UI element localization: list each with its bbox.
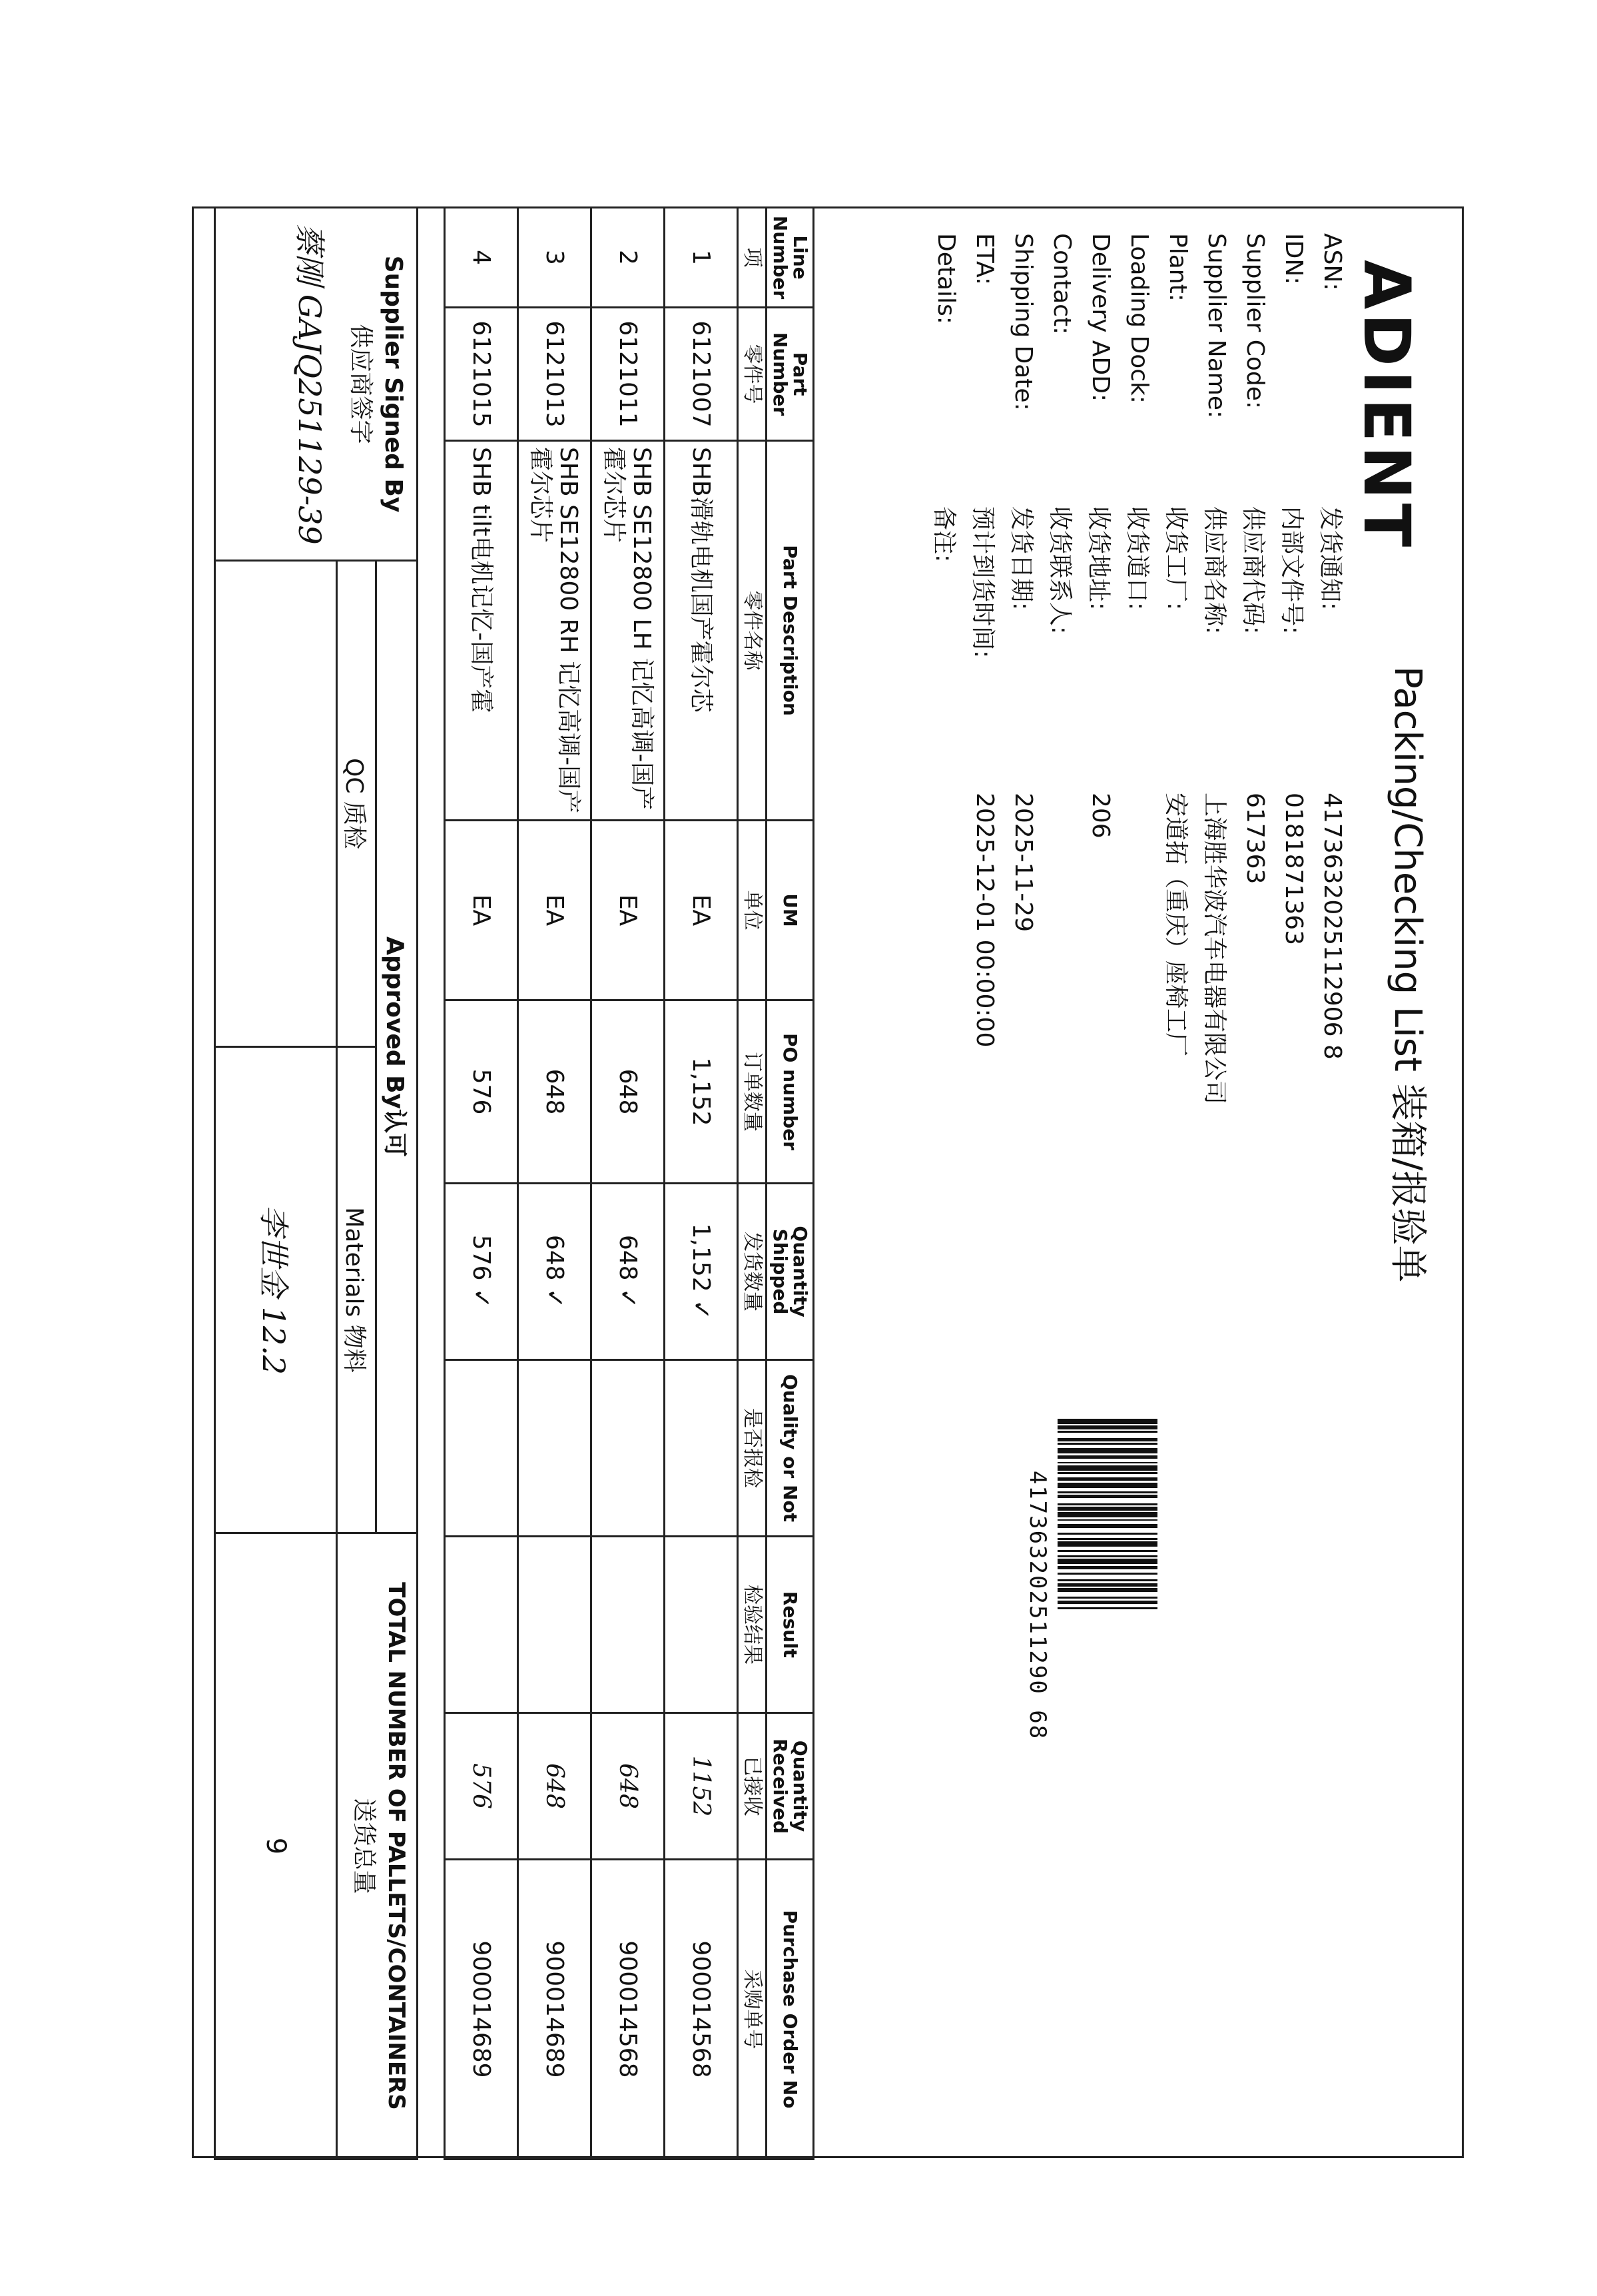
cell-quality (445, 1360, 518, 1537)
column-header: Line Number (767, 208, 814, 308)
asn-barcode (1058, 1419, 1157, 1792)
cell-part: 6121007 (665, 308, 738, 441)
cell-po: 576 (445, 1000, 518, 1184)
field-value: 2025-11-29 (1010, 793, 1037, 933)
field-label-cn: 备注: (930, 506, 958, 563)
cell-received: 648 (518, 1713, 591, 1860)
column-header-cn: 零件号 (738, 308, 767, 441)
barcode-text: 417363202511290 68 (1024, 1470, 1051, 1740)
field-value: 上海胜华波汽车电器有限公司 (1201, 793, 1228, 1105)
table-row (665, 208, 738, 2159)
field-row (1237, 233, 1273, 884)
supplier-signed-cell (215, 208, 418, 561)
field-value: 4173632025112906 8 (1319, 793, 1346, 1060)
cell-desc: SHB滑轨电机国产霍尔芯 (665, 441, 738, 821)
cell-part: 6121011 (591, 308, 665, 441)
column-header-cn: 采购单号 (738, 1860, 767, 2159)
table-row (591, 208, 665, 2159)
cell-shipped: 576 ✓ (445, 1184, 518, 1360)
qc-signature-box (216, 562, 336, 1048)
field-value: 617363 (1241, 793, 1269, 885)
field-label: Supplier Name: (1203, 233, 1230, 419)
signature-area (215, 561, 337, 1533)
field-label-cn: 内部文件号: (1278, 506, 1305, 635)
field-label: Contact: (1048, 233, 1076, 335)
cell-desc: SHB SE12800 RH 记忆高调-国产霍尔芯片 (518, 441, 591, 821)
barcode-bar (1058, 1498, 1157, 1503)
field-label: Delivery ADD: (1087, 233, 1114, 402)
field-row (1121, 233, 1157, 793)
field-label-cn: 收货道口: (1123, 506, 1151, 611)
barcode-bar (1058, 1419, 1157, 1424)
field-label-cn: 供应商代码: (1239, 506, 1267, 635)
column-header: PO number (767, 1000, 814, 1184)
field-label: Plant: (1164, 233, 1191, 302)
cell-result (518, 1537, 591, 1713)
field-row (1314, 233, 1351, 1060)
cell-line: 1 (665, 208, 738, 308)
table-header-cn (738, 208, 767, 2159)
field-value: 206 (1087, 793, 1114, 839)
barcode-bar (1058, 1559, 1157, 1564)
column-header: Purchase Order No (767, 1860, 814, 2159)
column-header-cn: 是否报检 (738, 1360, 767, 1537)
field-label-cn: 发货日期: (1008, 506, 1035, 611)
field-row (966, 233, 1003, 1047)
barcode-bar (1058, 1575, 1157, 1580)
total-label-cn: 送货总量 (350, 1798, 378, 1894)
field-value: 安道拓（重庆）座椅工厂 (1162, 793, 1189, 1057)
barcode-bar (1058, 1609, 1157, 1615)
column-header-cn: 发货数量 (738, 1184, 767, 1360)
barcode-bar (1058, 1465, 1157, 1471)
column-header: UM (767, 821, 814, 1000)
barcode-bar (1058, 1483, 1157, 1488)
column-header-cn: 订单数量 (738, 1000, 767, 1184)
field-value: 0181871363 (1280, 793, 1307, 946)
field-row (1005, 233, 1042, 932)
cell-po: 1,152 (665, 1000, 738, 1184)
column-header: Quality or Not (767, 1360, 814, 1537)
field-value: 2025-12-01 00:00:00 (971, 793, 998, 1048)
cell-po: 648 (591, 1000, 665, 1184)
column-header: Quantity Received (767, 1713, 814, 1860)
supplier-signed-label-cn: 供应商签字 (347, 324, 374, 444)
cell-desc: SHB SE12800 LH 记忆高调-国产霍尔芯片 (591, 441, 665, 821)
cell-um: EA (445, 821, 518, 1000)
cell-desc: SHB tilt电机记忆-国产霍 (445, 441, 518, 821)
field-label: Loading Dock: (1125, 233, 1153, 404)
signature-table (214, 206, 418, 2160)
cell-line: 3 (518, 208, 591, 308)
supplier-signature: 蔡刚 GAJQ251129-39 (292, 223, 328, 545)
cell-line: 4 (445, 208, 518, 308)
field-label-cn: 收货联系人: (1046, 506, 1074, 635)
cell-received: 576 (445, 1713, 518, 1860)
cell-um: EA (518, 821, 591, 1000)
cell-quality (518, 1360, 591, 1537)
cell-po: 648 (518, 1000, 591, 1184)
supplier-signed-label: Supplier Signed By (380, 255, 407, 513)
column-header-cn: 已接收 (738, 1713, 767, 1860)
adient-logo: ADIENT (1349, 260, 1424, 552)
cell-result (445, 1537, 518, 1713)
column-header: Result (767, 1537, 814, 1713)
cell-received: 648 (591, 1713, 665, 1860)
approved-by-label: Approved By认可 (376, 561, 418, 1533)
cell-part: 6121013 (518, 308, 591, 441)
field-label-cn: 发货通知: (1317, 506, 1344, 611)
column-header-cn: 检验结果 (738, 1537, 767, 1713)
cell-quality (665, 1360, 738, 1537)
column-header-cn: 单位 (738, 821, 767, 1000)
materials-label: Materials 物料 (340, 1207, 368, 1373)
table-row (518, 208, 591, 2159)
field-label-cn: 供应商名称: (1201, 506, 1228, 635)
field-row (1198, 233, 1235, 1104)
cell-order: 900014568 (665, 1860, 738, 2159)
field-label: ASN: (1319, 233, 1346, 291)
document-title: Packing/Checking List 装箱/报验单 (1386, 666, 1429, 1283)
field-label-cn: 收货地址: (1085, 506, 1112, 611)
cell-um: EA (665, 821, 738, 1000)
items-table (444, 206, 814, 2160)
field-row (928, 233, 964, 793)
field-row (1082, 233, 1119, 839)
cell-quality (591, 1360, 665, 1537)
table-row (445, 208, 518, 2159)
cell-received: 1152 (665, 1713, 738, 1860)
field-label: Supplier Code: (1241, 233, 1269, 410)
cell-order: 900014689 (445, 1860, 518, 2159)
total-value: 9 (215, 1533, 337, 2159)
barcode-bar (1058, 1541, 1157, 1547)
field-label-cn: 预计到货时间: (969, 506, 996, 659)
barcode-bar (1058, 1528, 1157, 1533)
field-row (1275, 233, 1312, 945)
field-label-cn: 收货工厂: (1162, 506, 1189, 611)
cell-order: 900014568 (591, 1860, 665, 2159)
column-header: Part Number (767, 308, 814, 441)
column-header-cn: 项 (738, 208, 767, 308)
cell-order: 900014689 (518, 1860, 591, 2159)
cell-shipped: 1,152 ✓ (665, 1184, 738, 1360)
field-label: IDN: (1280, 233, 1307, 285)
barcode-bar (1058, 1448, 1157, 1453)
column-header: Part Description (767, 441, 814, 821)
cell-shipped: 648 ✓ (591, 1184, 665, 1360)
qc-label: QC 质检 (338, 562, 375, 1048)
cell-um: EA (591, 821, 665, 1000)
materials-signature: 李世金 12.2 (256, 1204, 292, 1375)
column-header-cn: 零件名称 (738, 441, 767, 821)
table-header-en (767, 208, 814, 2159)
field-row (1159, 233, 1196, 1056)
column-header: Quantity Shipped (767, 1184, 814, 1360)
barcode-bar (1058, 1512, 1157, 1517)
barcode-bar (1058, 1592, 1157, 1597)
field-label: Details: (932, 233, 960, 324)
barcode-bar (1058, 1433, 1157, 1438)
cell-shipped: 648 ✓ (518, 1184, 591, 1360)
cell-part: 6121015 (445, 308, 518, 441)
field-row (1044, 233, 1080, 793)
qc-materials-cell (337, 561, 376, 1533)
field-label: Shipping Date: (1010, 233, 1037, 411)
cell-line: 2 (591, 208, 665, 308)
field-label: ETA: (971, 233, 998, 286)
total-label: TOTAL NUMBER OF PALLETS/CONTAINERS (383, 1582, 410, 2110)
cell-result (591, 1537, 665, 1713)
cell-result (665, 1537, 738, 1713)
total-label-cell (337, 1533, 418, 2159)
